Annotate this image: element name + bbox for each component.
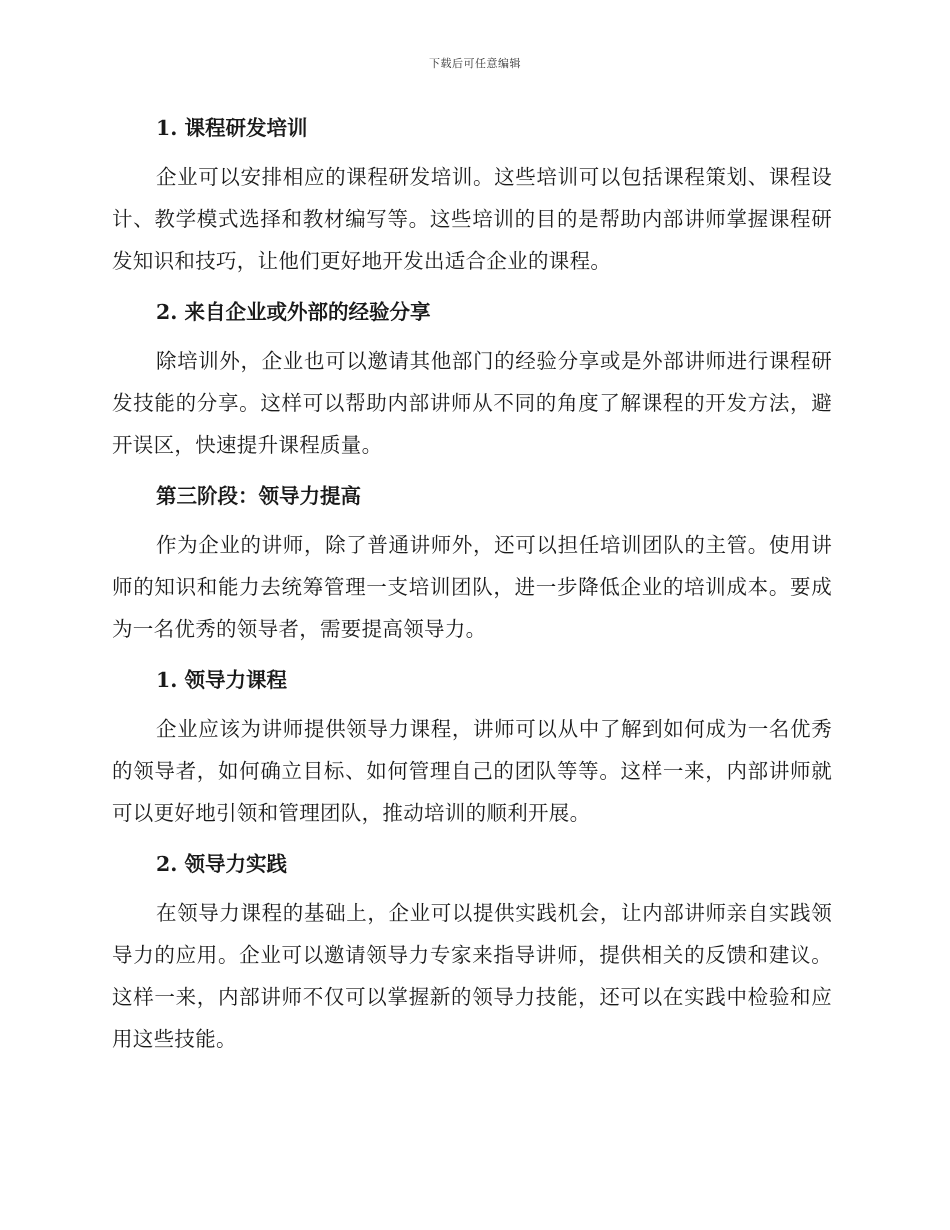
paragraph-course-dev-training: 企业可以安排相应的课程研发培训。这些培训可以包括课程策划、课程设计、教学模式选择和教材编写等。这些培训的目的是帮助内部讲师掌握课程研发知识和技巧，让他们更好地开发出适合企业的课程。: [112, 165, 832, 273]
section-heading-stage-three: 第三阶段：领导力提高: [156, 484, 361, 508]
section-heading-experience-sharing: 2. 来自企业或外部的经验分享: [156, 300, 431, 324]
paragraph-stage-three: 作为企业的讲师，除了普通讲师外，还可以担任培训团队的主管。使用讲师的知识和能力去统筹管理一支培训团队，进一步降低企业的培训成本。要成为一名优秀的领导者，需要提高领导力。: [112, 533, 832, 641]
section-heading-leadership-practice: 2. 领导力实践: [156, 852, 288, 876]
document-body: [112, 108, 832, 1070]
section-heading-leadership-course: 1. 领导力课程: [156, 668, 288, 692]
section-heading-course-dev-training: 1. 课程研发培训: [156, 116, 308, 140]
page-header-note: 下载后可任意编辑: [429, 57, 521, 70]
paragraph-experience-sharing: 除培训外，企业也可以邀请其他部门的经验分享或是外部讲师进行课程研发技能的分享。这样可以帮助内部讲师从不同的角度了解课程的开发方法，避开误区，快速提升课程质量。: [112, 349, 832, 457]
paragraph-leadership-course: 企业应该为讲师提供领导力课程，讲师可以从中了解到如何成为一名优秀的领导者，如何确立目标、如何管理自己的团队等等。这样一来，内部讲师就可以更好地引领和管理团队，推动培训的顺利开展。: [112, 717, 832, 825]
paragraph-leadership-practice: 在领导力课程的基础上，企业可以提供实践机会，让内部讲师亲自实践领导力的应用。企业可以邀请领导力专家来指导讲师，提供相关的反馈和建议。这样一来，内部讲师不仅可以掌握新的领导力技能，还可以在实践中检验和应用这些技能。: [112, 901, 832, 1051]
